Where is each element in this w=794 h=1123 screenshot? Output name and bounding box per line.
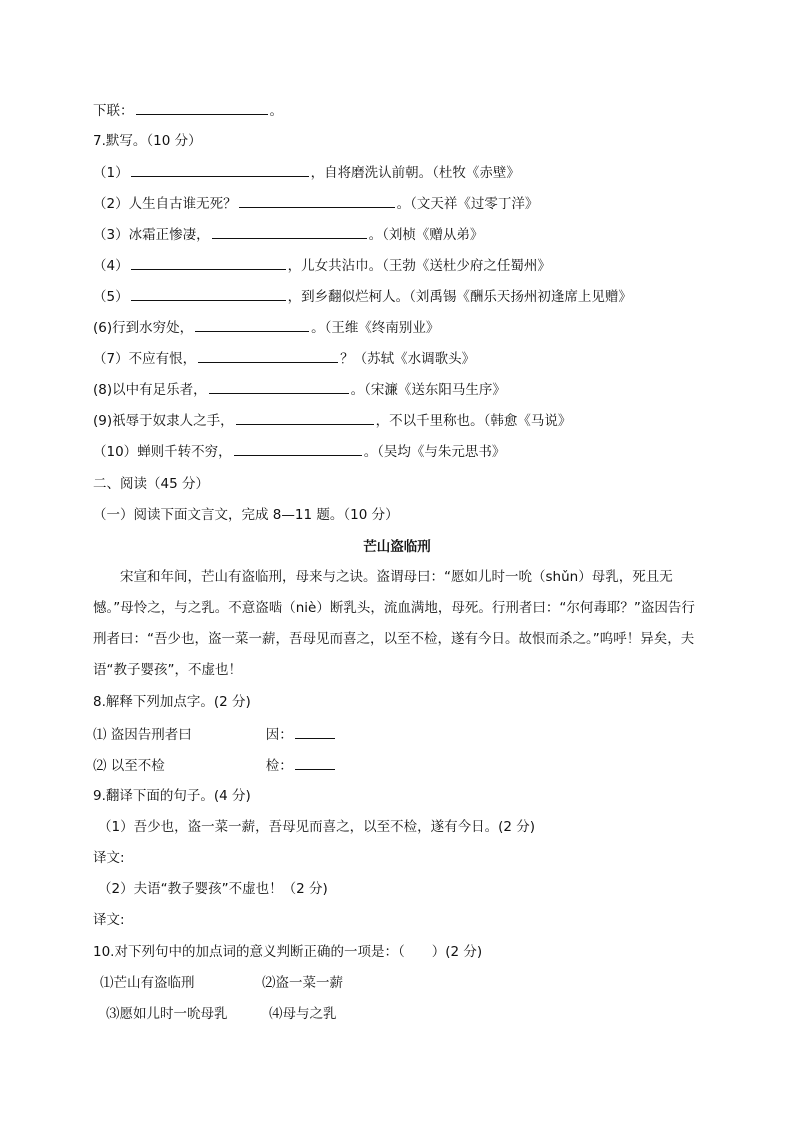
answer-blank[interactable]: [198, 348, 338, 363]
q7-item-10: （10）蝉则千转不穷， 。（吴均《与朱元思书》: [93, 441, 505, 462]
q9-sentence-1: （1）吾少也，盗一菜一薪，吾母见而喜之，以至不检，遂有今日。(2 分): [98, 819, 536, 835]
q7-item-8: (8)以中有足乐者， 。（宋濂《送东阳马生序》: [93, 379, 506, 400]
answer-blank[interactable]: [195, 317, 309, 332]
answer-blank[interactable]: [131, 286, 286, 301]
q7-item-3: （3）冰霜正惨凄， 。（刘桢《赠从弟》: [93, 224, 483, 245]
q8-item-1: ⑴ 盗因告刑者曰 因：: [93, 724, 337, 745]
passage-title: 芒山盗临刑: [363, 539, 431, 555]
q7-item-6: (6)行到水穷处， 。（王维《终南别业》: [93, 317, 439, 338]
q7-item-7: （7）不应有恨， ？（苏轼《水调歌头》: [93, 348, 475, 369]
q7-item-9: (9)祇辱于奴隶人之手， ，不以千里称也。（韩愈《马说》: [93, 410, 571, 431]
q7-item-4: （4） ，儿女共沾巾。（王勃《送杜少府之任蜀州》: [93, 255, 551, 276]
translation-label: 译文:: [93, 912, 125, 928]
passage-text: 宋宣和年间，芒山有盗临刑，母来与之诀。盗谓母曰：“愿如儿时一吮（shǔn）母乳，死且无憾。”母怜之，与之乳。不意盗啮（niè）断乳头，流血满地，母死。行刑者曰：“尔何毒耶？”盗因告行刑者曰：“吾少也，盗一菜一薪，吾母见而喜之，以至不检，遂有今日。故恨而杀之。”呜呼！异矣，夫语“教子婴孩”，不虚也！: [93, 569, 695, 678]
answer-blank[interactable]: [131, 255, 286, 270]
translation-label: 译文:: [93, 850, 125, 866]
answer-blank[interactable]: [295, 724, 335, 739]
answer-blank[interactable]: [236, 410, 374, 425]
couplet-label: 下联：: [93, 103, 134, 119]
q7-item-1: （1） ，自将磨洗认前朝。（杜牧《赤壁》: [93, 162, 520, 183]
q8-item-2: ⑵ 以至不检 检：: [93, 755, 337, 776]
section-header: 二、阅读（45 分）: [93, 476, 209, 492]
answer-blank[interactable]: [234, 441, 362, 456]
q10-options-row-2: [106, 1004, 337, 1024]
answer-blank[interactable]: [209, 379, 349, 394]
answer-blank[interactable]: [136, 100, 268, 115]
q8-header: 8.解释下列加点字。(2 分): [93, 694, 251, 710]
q7-item-2: （2）人生自古谁无死？ 。（文天祥《过零丁洋》: [93, 193, 538, 214]
answer-blank[interactable]: [239, 193, 395, 208]
option-2: ⑵盗一菜一薪: [262, 975, 343, 991]
option-3: ⑶愿如儿时一吮母乳: [106, 1006, 228, 1022]
q9-sentence-2: （2）夫语“教子婴孩”不虚也！（2 分): [98, 881, 328, 897]
q10-header: 10.对下列句中的加点词的意义判断正确的一项是：（ ）(2 分): [93, 944, 483, 960]
q9-header: 9.翻译下面的句子。(4 分): [93, 788, 251, 804]
answer-blank[interactable]: [131, 162, 309, 177]
q10-options-row-1: [100, 973, 343, 993]
q7-header: 7.默写。（10 分）: [93, 133, 202, 149]
answer-blank[interactable]: [212, 224, 367, 239]
answer-blank[interactable]: [295, 755, 335, 770]
couplet-answer-line: 下联： 。: [93, 100, 283, 121]
option-4: ⑷母与之乳: [269, 1006, 337, 1022]
part-header: （一）阅读下面文言文，完成 8—11 题。（10 分）: [93, 507, 399, 523]
option-1: ⑴芒山有盗临刑: [100, 975, 195, 991]
q7-item-5: （5） ，到乡翻似烂柯人。（刘禹锡《酬乐天扬州初逢席上见赠》: [93, 286, 632, 307]
